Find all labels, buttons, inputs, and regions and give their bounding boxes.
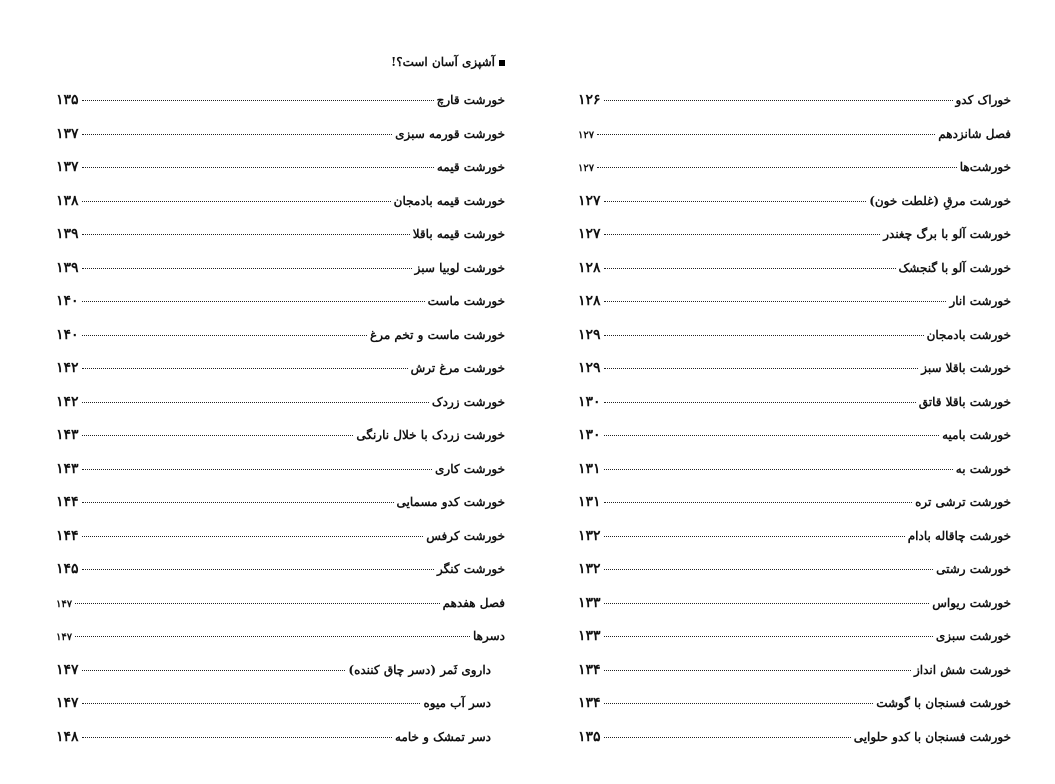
toc-entry-page: ۱۴۴ [56,527,79,544]
toc-entry-page: ۱۲۸ [578,293,601,309]
toc-entry-page: ۱۳۵ [578,728,601,745]
toc-entry-title: دسرها [472,629,505,643]
dot-leader [604,703,874,704]
toc-entry-title: خورشت زردک با خلال نارنگی [356,428,505,442]
dot-leader [604,502,913,503]
toc-entry[interactable] [578,721,1011,755]
dot-leader [82,100,434,101]
toc-entry[interactable] [578,218,1011,252]
toc-entry-page: ۱۲۷ [578,226,601,242]
toc-entry-page: ۱۳۹ [56,226,79,242]
dot-leader [82,402,429,403]
toc-column-right [578,84,1011,754]
toc-entry[interactable] [578,252,1011,286]
toc-entry-title: خورشت ریواس [932,595,1011,610]
toc-entry[interactable] [578,620,1011,654]
dot-leader [604,603,930,604]
dot-leader [604,368,919,369]
dot-leader [604,670,911,671]
toc-entry-title: خورشت ماست [427,294,505,308]
toc-entry-title: خورشت زردک [431,394,505,409]
dot-leader [82,703,421,704]
toc-entry-title: دسر تمشک و خامه [394,729,491,744]
toc-entry-page: ۱۳۲ [578,527,601,544]
toc-entry[interactable] [56,453,505,487]
toc-entry[interactable] [56,486,505,520]
toc-entry-page: ۱۴۰ [56,326,79,343]
dot-leader [604,737,851,738]
dot-leader [82,737,392,738]
toc-entry[interactable] [578,520,1011,554]
toc-entry-title: خورشت قیمه باقلا [412,227,505,241]
dot-leader [82,167,434,168]
toc-entry-page: ۱۴۷ [56,632,73,643]
dot-leader [75,603,439,604]
square-bullet-icon [499,60,505,66]
dot-leader [604,536,905,537]
toc-chapter-entry[interactable] [56,587,505,621]
toc-entry[interactable] [578,553,1011,587]
toc-entry[interactable] [56,520,505,554]
dot-leader [604,636,933,637]
toc-entry-title: خورشت قیمه بادمجان [393,193,505,208]
toc-entry-page: ۱۳۱ [578,494,601,510]
toc-entry-title: خورشت باقلا سبز [921,361,1011,375]
dot-leader [82,435,354,436]
toc-column-left [56,84,505,754]
toc-entry-page: ۱۲۶ [578,92,601,108]
toc-entry-title: خورشت بادمجان [926,327,1011,342]
dot-leader [604,469,953,470]
toc-entry-title: خورشت باقلا قاتق [918,394,1011,409]
toc-entry-page: ۱۲۸ [578,259,601,276]
toc-entry-page: ۱۴۷ [56,695,79,711]
toc-entry-title: خورشت سبزی [935,629,1011,643]
toc-entry[interactable] [578,486,1011,520]
dot-leader [604,569,934,570]
toc-entry-page: ۱۲۷ [578,192,601,209]
toc-entry[interactable] [56,252,505,286]
dot-leader [82,536,424,537]
toc-entry-title: خورشت فسنجان با گوشت [876,696,1011,710]
dot-leader [597,134,935,135]
toc-entry[interactable] [578,84,1011,118]
toc-entry[interactable] [56,84,505,118]
toc-entry-page: ۱۴۰ [56,293,79,309]
toc-entry-title: خورشت قارچ [436,93,505,107]
toc-entry-title: خورشت کنگر [436,562,505,576]
toc-entry-page: ۱۴۸ [56,728,79,745]
toc-entry[interactable] [56,687,505,721]
toc-entry-page: ۱۳۳ [578,594,601,611]
toc-entry-title: خورشت ماست و تخم مرغ [370,327,505,342]
toc-entry[interactable] [56,118,505,152]
toc-entry-page: ۱۳۹ [56,259,79,276]
toc-entry[interactable] [578,352,1011,386]
toc-entry-title: خوراک کدو [955,93,1011,107]
toc-entry-title: خورشت کدو مسمایی [396,495,505,509]
toc-entry[interactable] [578,453,1011,487]
toc-entry[interactable] [56,352,505,386]
dot-leader [82,368,408,369]
toc-section-entry[interactable] [56,620,505,654]
toc-entry-title: خورشت کاری [435,461,505,476]
dot-leader [604,100,953,101]
toc-entry-title: خورشت کرفس [426,528,505,543]
dot-leader [82,234,410,235]
toc-entry-title: خورشت چاقاله بادام [907,528,1011,543]
toc-entry-title: دسر آب میوه [423,696,491,710]
toc-entry[interactable] [56,654,505,688]
toc-entry-title: خورشت‌ها [959,160,1011,174]
running-header [390,55,505,69]
toc-entry-page: ۱۲۷ [578,129,595,141]
dot-leader [82,301,425,302]
toc-entry-page: ۱۴۷ [56,598,73,610]
toc-entry-title: خورشت مرغ ترش [410,361,505,375]
toc-entry-page: ۱۴۲ [56,360,79,376]
toc-entry-title: خورشت بامیه [942,428,1011,442]
toc-entry[interactable] [56,419,505,453]
toc-entry-title: خورشت قیمه [436,160,505,174]
toc-entry-page: ۱۳۰ [578,427,601,443]
toc-entry-title: خورشت مرقِ (غلطت خون) [869,193,1011,208]
toc-entry-page: ۱۳۴ [578,661,601,678]
toc-entry-page: ۱۳۴ [578,695,601,711]
toc-entry[interactable] [578,386,1011,420]
toc-entry-page: ۱۲۷ [578,163,595,174]
toc-entry-page: ۱۲۹ [578,360,601,376]
dot-leader [604,402,916,403]
toc-entry-title: خورشت انار [949,294,1011,308]
toc-entry-title: داروی ثَمر (دسر چاق کننده) [348,662,491,677]
toc-entry[interactable] [56,553,505,587]
book-title: آشپزی آسان است؟! [390,55,495,69]
toc-entry-page: ۱۳۲ [578,561,601,577]
toc-entry-page: ۱۴۷ [56,661,79,678]
toc-entry[interactable] [56,151,505,185]
dot-leader [82,469,432,470]
toc-entry-page: ۱۳۳ [578,628,601,644]
toc-entry-title: خورشت شش انداز [913,662,1011,677]
toc-entry-page: ۱۴۳ [56,460,79,477]
dot-leader [82,569,434,570]
toc-entry-page: ۱۳۷ [56,159,79,175]
dot-leader [82,335,367,336]
toc-entry[interactable] [578,587,1011,621]
toc-entry-page: ۱۳۵ [56,92,79,108]
toc-entry-title: خورشت رشتی [936,562,1011,576]
toc-entry-title: فصل هفدهم [442,595,505,610]
toc-entry-title: خورشت لوبیا سبز [414,260,505,275]
dot-leader [82,502,394,503]
toc-entry[interactable] [56,386,505,420]
toc-entry-page: ۱۳۰ [578,393,601,410]
toc-entry-page: ۱۴۴ [56,494,79,510]
toc-entry[interactable] [578,654,1011,688]
dot-leader [82,134,393,135]
dot-leader [604,335,924,336]
dot-leader [82,268,412,269]
toc-chapter-entry[interactable] [578,118,1011,152]
dot-leader [604,301,947,302]
dot-leader [82,670,346,671]
toc-entry-title: فصل شانزدهم [938,126,1011,141]
dot-leader [604,201,867,202]
toc-entry-page: ۱۴۵ [56,561,79,577]
toc-entry[interactable] [578,687,1011,721]
toc-entry-title: خورشت به [955,461,1011,476]
toc-entry[interactable] [56,218,505,252]
toc-section-entry[interactable] [578,151,1011,185]
toc-entry-title: خورشت آلو با برگ چغندر [883,227,1011,241]
toc-entry[interactable] [578,319,1011,353]
dot-leader [604,268,896,269]
toc-entry[interactable] [56,185,505,219]
toc-entry-page: ۱۳۷ [56,125,79,142]
toc-entry[interactable] [578,285,1011,319]
toc-entry-title: خورشت آلو با گنجشک [898,260,1011,275]
dot-leader [604,234,881,235]
toc-entry[interactable] [56,721,505,755]
toc-entry-page: ۱۴۳ [56,427,79,443]
dot-leader [604,435,940,436]
toc-entry-page: ۱۴۲ [56,393,79,410]
toc-entry-page: ۱۳۸ [56,192,79,209]
dot-leader [597,167,957,168]
toc-entry-page: ۱۲۹ [578,326,601,343]
toc-entry-title: خورشت ترشی تره [915,495,1011,509]
toc-entry[interactable] [578,185,1011,219]
toc-entry-page: ۱۳۱ [578,460,601,477]
dot-leader [82,201,391,202]
toc-entry[interactable] [56,285,505,319]
toc-entry[interactable] [56,319,505,353]
toc-entry-title: خورشت قورمه سبزی [395,126,505,141]
dot-leader [75,636,470,637]
toc-entry-title: خورشت فسنجان با کدو حلوایی [853,729,1011,744]
toc-entry[interactable] [578,419,1011,453]
